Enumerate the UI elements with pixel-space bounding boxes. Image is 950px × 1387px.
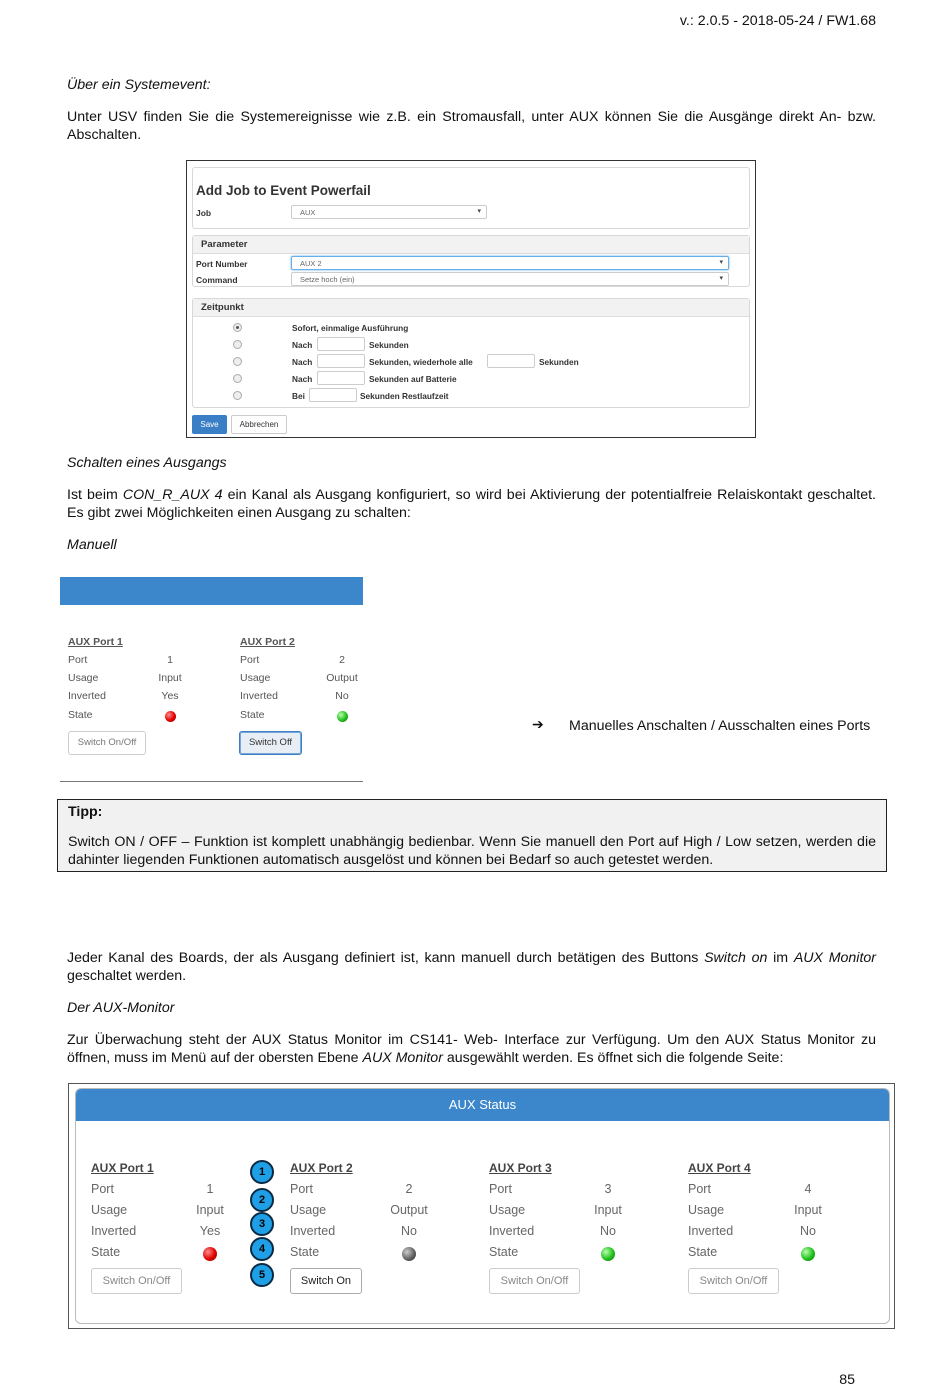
inverted-label: Inverted: [68, 690, 106, 702]
port-label: Port: [489, 1182, 512, 1196]
page-number: 85: [839, 1372, 855, 1387]
paragraph: Unter USV finden Sie die Systemereignisse wie z.B. ein Stromausfall, unter AUX können Sie die Ausgänge direkt An- bzw. Abschalten.: [67, 109, 876, 143]
inverted-label: Inverted: [688, 1224, 734, 1238]
para-text-2: ein Kanal als Ausgang konfiguriert, so wird bei Aktivierung der potentialfreie Relaiskontakt geschaltet. Es gibt zwei Möglichkeiten einen Ausgang zu schalten:: [67, 487, 876, 521]
option-3-seconds-input[interactable]: [317, 354, 365, 368]
option-5-prefix: Bei: [292, 391, 305, 401]
marker-4: 4: [250, 1237, 274, 1261]
arrow-icon: ➔: [532, 716, 544, 732]
text-italic: Switch on: [704, 950, 768, 966]
switch-on-off-button[interactable]: Switch On/Off: [91, 1268, 182, 1294]
inverted-value: Yes: [161, 690, 179, 702]
state-indicator-green: [337, 711, 348, 722]
usage-label: Usage: [91, 1203, 128, 1217]
usage-value: Input: [196, 1203, 224, 1217]
inverted-label: Inverted: [489, 1224, 535, 1238]
state-indicator-green: [801, 1247, 815, 1261]
port-value: 2: [339, 654, 345, 666]
state-label: State: [68, 709, 93, 721]
aux-port-1-title: AUX Port 1: [91, 1161, 154, 1175]
aux-port-3-title: AUX Port 3: [489, 1161, 552, 1175]
parameter-panel: [192, 235, 750, 287]
usage-value: Output: [326, 672, 358, 684]
text: Zur Überwachung steht der AUX Status Monitor im CS141- Web- Interface zur Verfügung. Um den AUX Status Monitor zu öffnen, muss im Menü auf der obersten Ebene: [67, 1032, 876, 1066]
tip-text: Switch ON / OFF – Funktion ist komplett unabhängig bedienbar. Wenn Sie manuell den Port auf High / Low setzen, werden die dahinter liegenden Funktionen automatisch ausgelöst und können bei Bedarf so auch getestet werden.: [68, 834, 876, 868]
inverted-label: Inverted: [290, 1224, 336, 1238]
marker-2: 2: [250, 1188, 274, 1212]
state-label: State: [290, 1245, 320, 1259]
paragraph-con-r-aux: [67, 486, 876, 522]
command-label: Command: [196, 275, 238, 285]
usage-label: Usage: [688, 1203, 725, 1217]
inverted-value: No: [401, 1224, 417, 1238]
usage-label: Usage: [489, 1203, 526, 1217]
switch-on-off-button[interactable]: Switch On/Off: [489, 1268, 580, 1294]
job-label: Job: [196, 208, 212, 218]
option-5-suffix: Sekunden Restlaufzeit: [360, 391, 449, 401]
command-select[interactable]: Setze hoch (ein) ▾: [291, 272, 729, 286]
option-3-repeat-input[interactable]: [487, 354, 535, 368]
text: im: [767, 950, 794, 966]
para-italic: CON_R_AUX 4: [122, 487, 223, 503]
aux-monitor-heading: Der AUX-Monitor: [67, 1000, 175, 1016]
usage-label: Usage: [68, 672, 99, 684]
port-label: Port: [68, 654, 88, 666]
option-3-suffix: Sekunden, wiederhole alle: [369, 357, 473, 367]
radio-option-4[interactable]: [233, 374, 242, 383]
usage-value: Input: [794, 1203, 822, 1217]
text-italic: AUX Monitor: [362, 1050, 443, 1066]
marker-3: 3: [250, 1212, 274, 1236]
state-indicator-red: [165, 711, 176, 722]
marker-1: 1: [250, 1160, 274, 1184]
option-1-label: Sofort, einmalige Ausführung: [292, 323, 409, 333]
parameter-heading: Parameter: [193, 236, 749, 254]
aux-port-4-title: AUX Port 4: [688, 1161, 751, 1175]
section-heading: Über ein Systemevent:: [67, 77, 211, 93]
usage-value: Input: [158, 672, 182, 684]
dialog-title: Add Job to Event Powerfail: [196, 183, 371, 198]
state-indicator-grey: [402, 1247, 416, 1261]
option-3-suffix-2: Sekunden: [539, 357, 579, 367]
section-heading-schalten: Schalten eines Ausgangs: [67, 455, 227, 471]
port-value: 2: [405, 1182, 413, 1196]
state-label: State: [240, 709, 265, 721]
zeitpunkt-heading: Zeitpunkt: [193, 299, 749, 317]
state-indicator-red: [203, 1247, 217, 1261]
tip-title: Tipp:: [68, 804, 103, 820]
port-label: Port: [290, 1182, 313, 1196]
state-indicator-green: [601, 1247, 615, 1261]
radio-option-3[interactable]: [233, 357, 242, 366]
port-value: 1: [206, 1182, 214, 1196]
save-button[interactable]: Save: [192, 415, 227, 434]
switch-on-off-button[interactable]: Switch On/Off: [68, 731, 146, 755]
aux-status-screenshot: [68, 1083, 895, 1329]
state-label: State: [489, 1245, 519, 1259]
text: ausgewählt werden. Es öffnet sich die folgende Seite:: [442, 1050, 784, 1066]
port-value: 4: [804, 1182, 812, 1196]
port-value: 3: [604, 1182, 612, 1196]
inverted-value: No: [600, 1224, 616, 1238]
paragraph-aux-monitor: [67, 1031, 876, 1067]
option-2-suffix: Sekunden: [369, 340, 409, 350]
inverted-label: Inverted: [91, 1224, 137, 1238]
state-label: State: [91, 1245, 121, 1259]
state-label: State: [688, 1245, 718, 1259]
manual-screenshot: [60, 605, 363, 781]
port-number-label: Port Number: [196, 259, 248, 269]
text-italic: AUX Monitor: [793, 950, 877, 966]
option-2-prefix: Nach: [292, 340, 313, 350]
port-label: Port: [240, 654, 260, 666]
port-label: Port: [688, 1182, 711, 1196]
switch-off-button[interactable]: Switch Off: [239, 731, 302, 755]
marker-5: 5: [250, 1263, 274, 1287]
arrow-note-text: Manuelles Anschalten / Ausschalten eines Ports: [569, 718, 871, 734]
aux-port-1-title: AUX Port 1: [68, 636, 123, 648]
radio-option-2[interactable]: [233, 340, 242, 349]
radio-option-5[interactable]: [233, 391, 242, 400]
version-header: v.: 2.0.5 - 2018-05-24 / FW1.68: [679, 13, 876, 29]
job-select[interactable]: AUX ▾: [291, 205, 487, 219]
port-label: Port: [91, 1182, 114, 1196]
inverted-label: Inverted: [240, 690, 278, 702]
aux-status-title: AUX Status: [76, 1089, 889, 1121]
radio-option-1[interactable]: [233, 323, 242, 332]
option-5-seconds-input[interactable]: [309, 388, 357, 402]
tip-box: [57, 799, 887, 872]
divider: [60, 781, 363, 782]
usage-label: Usage: [290, 1203, 327, 1217]
port-value: 1: [167, 654, 173, 666]
aux-port-2-title: AUX Port 2: [290, 1161, 353, 1175]
port-number-select[interactable]: AUX 2 ▾: [291, 256, 729, 270]
text: Jeder Kanal des Boards, der als Ausgang definiert ist, kann manuell durch betätigen des Buttons: [67, 950, 705, 966]
usage-value: Input: [594, 1203, 622, 1217]
manuell-heading: Manuell: [67, 537, 117, 553]
aux-status-panel: [75, 1088, 890, 1324]
manual-header-bar: [60, 577, 363, 605]
inverted-value: No: [335, 690, 349, 702]
cancel-button[interactable]: Abbrechen: [231, 415, 287, 434]
option-4-prefix: Nach: [292, 374, 313, 384]
para-text: Ist beim: [67, 487, 123, 503]
option-3-prefix: Nach: [292, 357, 313, 367]
zeitpunkt-panel: [192, 298, 750, 408]
paragraph-jeder-kanal: [67, 949, 876, 985]
aux-port-2-title: AUX Port 2: [240, 636, 295, 648]
option-4-seconds-input[interactable]: [317, 371, 365, 385]
usage-label: Usage: [240, 672, 271, 684]
option-2-seconds-input[interactable]: [317, 337, 365, 351]
job-panel: [192, 167, 750, 229]
switch-on-button[interactable]: Switch On: [290, 1268, 362, 1294]
option-4-suffix: Sekunden auf Batterie: [369, 374, 457, 384]
switch-on-off-button[interactable]: Switch On/Off: [688, 1268, 779, 1294]
usage-value: Output: [390, 1203, 428, 1217]
inverted-value: Yes: [199, 1224, 221, 1238]
text: geschaltet werden.: [67, 968, 187, 984]
job-dialog-screenshot: [186, 160, 756, 438]
inverted-value: No: [800, 1224, 816, 1238]
